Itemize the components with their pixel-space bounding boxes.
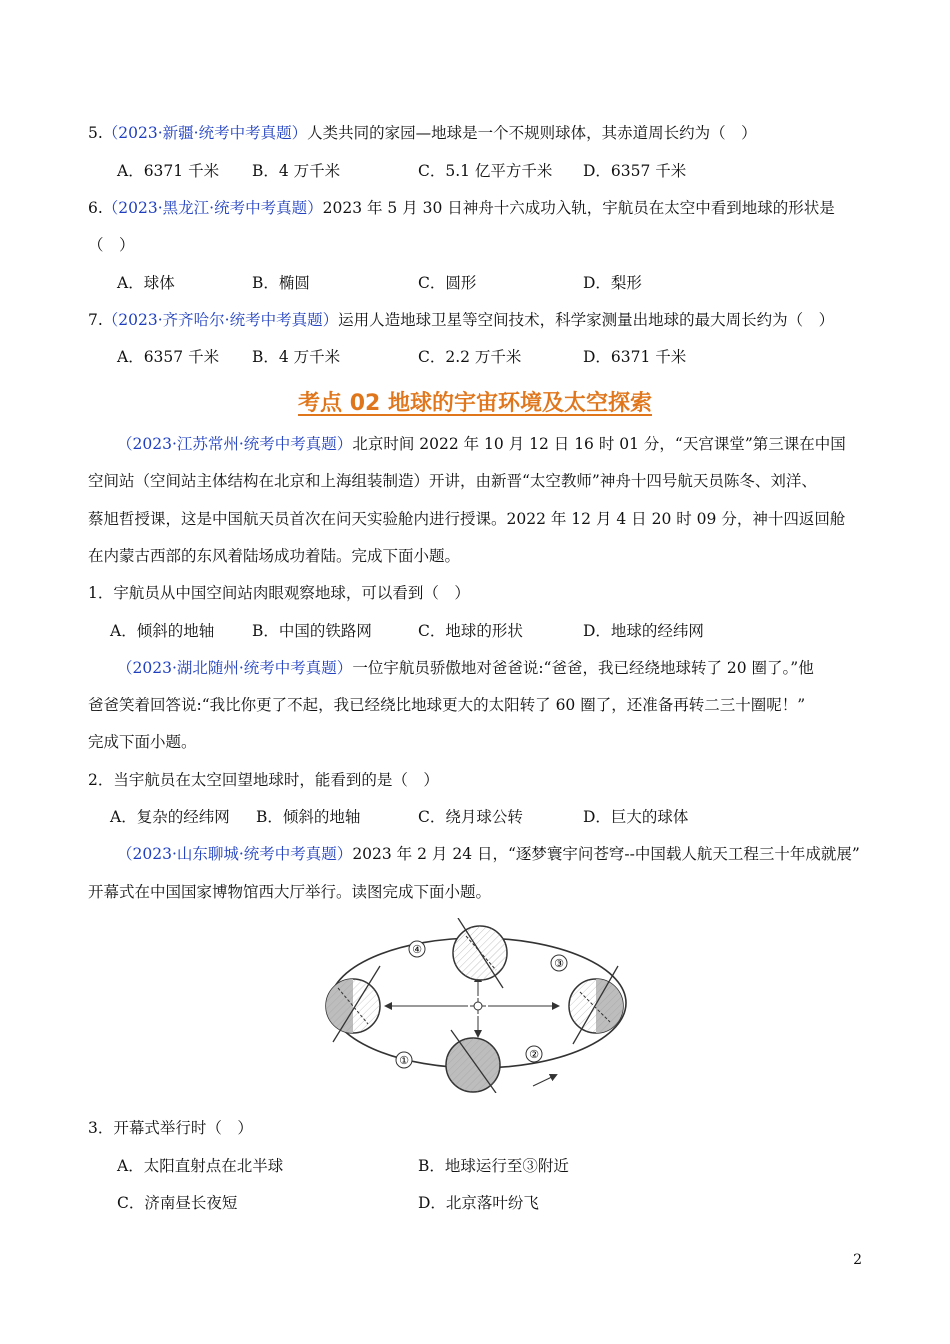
question-number: 7.: [88, 311, 103, 329]
option-c: C．5.1 亿平方千米: [418, 162, 553, 180]
earth-left-icon: [326, 966, 380, 1042]
svg-text:①: ①: [399, 1054, 409, 1067]
earth-top-icon: [453, 918, 507, 988]
option-b: B．中国的铁路网: [252, 622, 372, 640]
page-number: 2: [853, 1252, 862, 1268]
passage-text: 2023 年 2 月 24 日，“逐梦寰宇问苍穹--中国载人航天工程三十年成就展”: [352, 845, 860, 863]
option-c: C．2.2 万千米: [418, 348, 522, 366]
passage-1-line-3: 蔡旭哲授课，这是中国航天员首次在问天实验舱内进行授课。2022 年 12 月 4 日 20 时 09 分，神十四返回舱: [88, 510, 846, 528]
option-d: D．梨形: [583, 274, 642, 292]
passage-2-line-3: 完成下面小题。: [88, 733, 197, 751]
passage-2-line-2: 爸爸笑着回答说:“我比你更了不起，我已经绕比地球更大的太阳转了 60 圈了，还准备再转二三十圈呢！”: [88, 696, 806, 714]
option-d: D．巨大的球体: [583, 808, 689, 826]
earth-orbit-figure: [318, 918, 638, 1093]
svg-text:④: ④: [412, 943, 422, 956]
question-source: （2023·黑龙江·统考中考真题）: [102, 199, 323, 217]
subquestion-2: 2．当宇航员在太空回望地球时，能看到的是（ ）: [88, 771, 439, 789]
passage-1-line-4: 在内蒙古西部的东风着陆场成功着陆。完成下面小题。: [88, 547, 461, 565]
svg-text:③: ③: [554, 957, 564, 970]
option-b: B．倾斜的地轴: [256, 808, 361, 826]
option-a: A．6371 千米: [117, 162, 220, 180]
option-c: C．济南昼长夜短: [117, 1194, 238, 1212]
question-5: [88, 122, 757, 144]
option-c: C．地球的形状: [418, 622, 523, 640]
svg-text:②: ②: [529, 1048, 539, 1061]
question-source: （2023·齐齐哈尔·统考中考真题）: [102, 311, 339, 329]
question-7: [88, 309, 834, 331]
option-b: B．椭圆: [252, 274, 310, 292]
earth-bottom-icon: [446, 1030, 500, 1093]
direction-arrow-icon: [533, 1075, 556, 1086]
question-number: 6.: [88, 199, 103, 217]
question-source: （2023·新疆·统考中考真题）: [102, 124, 308, 142]
option-d: D．北京落叶纷飞: [418, 1194, 539, 1212]
passage-text: 北京时间 2022 年 10 月 12 日 16 时 01 分，“天宫课堂”第三课在中国: [352, 435, 846, 453]
option-b: B．4 万千米: [252, 162, 341, 180]
question-text: 人类共同的家园—地球是一个不规则球体，其赤道周长约为（ ）: [307, 124, 757, 142]
option-a: A．复杂的经纬网: [110, 808, 230, 826]
passage-2-line-1: [117, 657, 814, 679]
option-b: B．地球运行至③附近: [418, 1157, 569, 1175]
question-number: 5.: [88, 124, 103, 142]
option-d: D．6357 千米: [583, 162, 687, 180]
passage-source: （2023·山东聊城·统考中考真题）: [117, 845, 353, 863]
option-a: A．球体: [117, 274, 175, 292]
question-text: 运用人造地球卫星等空间技术，科学家测量出地球的最大周长约为（ ）: [338, 311, 835, 329]
sun-icon: [470, 998, 486, 1014]
label-1: [396, 1052, 412, 1068]
option-c: C．圆形: [418, 274, 477, 292]
option-c: C．绕月球公转: [418, 808, 523, 826]
label-4: [409, 941, 425, 957]
passage-source: （2023·湖北随州·统考中考真题）: [117, 659, 353, 677]
passage-1-line-1: [117, 433, 846, 455]
passage-source: （2023·江苏常州·统考中考真题）: [117, 435, 353, 453]
option-a: A．太阳直射点在北半球: [117, 1157, 284, 1175]
option-d: D．地球的经纬网: [583, 622, 704, 640]
subquestion-1: 1．宇航员从中国空间站肉眼观察地球，可以看到（ ）: [88, 584, 470, 602]
option-a: A．6357 千米: [117, 348, 220, 366]
option-b: B．4 万千米: [252, 348, 341, 366]
option-a: A．倾斜的地轴: [110, 622, 215, 640]
section-title: 考点 02 地球的宇宙环境及太空探索: [298, 391, 652, 416]
question-6: [88, 197, 835, 219]
passage-text: 一位宇航员骄傲地对爸爸说:“爸爸，我已经绕地球转了 20 圈了。”他: [352, 659, 814, 677]
question-text: 2023 年 5 月 30 日神舟十六成功入轨，宇航员在太空中看到地球的形状是: [322, 199, 835, 217]
passage-3-line-1: [117, 843, 860, 865]
option-d: D．6371 千米: [583, 348, 687, 366]
passage-1-line-2: 空间站（空间站主体结构在北京和上海组装制造）开讲，由新晋“太空教师”神舟十四号航天员陈冬、刘洋、: [88, 472, 817, 490]
question-6-bracket: （ ）: [88, 236, 135, 254]
label-3: [551, 955, 567, 971]
subquestion-3: 3．开幕式举行时（ ）: [88, 1119, 253, 1137]
label-2: [526, 1046, 542, 1062]
passage-3-line-2: 开幕式在中国国家博物馆西大厅举行。读图完成下面小题。: [88, 883, 492, 901]
